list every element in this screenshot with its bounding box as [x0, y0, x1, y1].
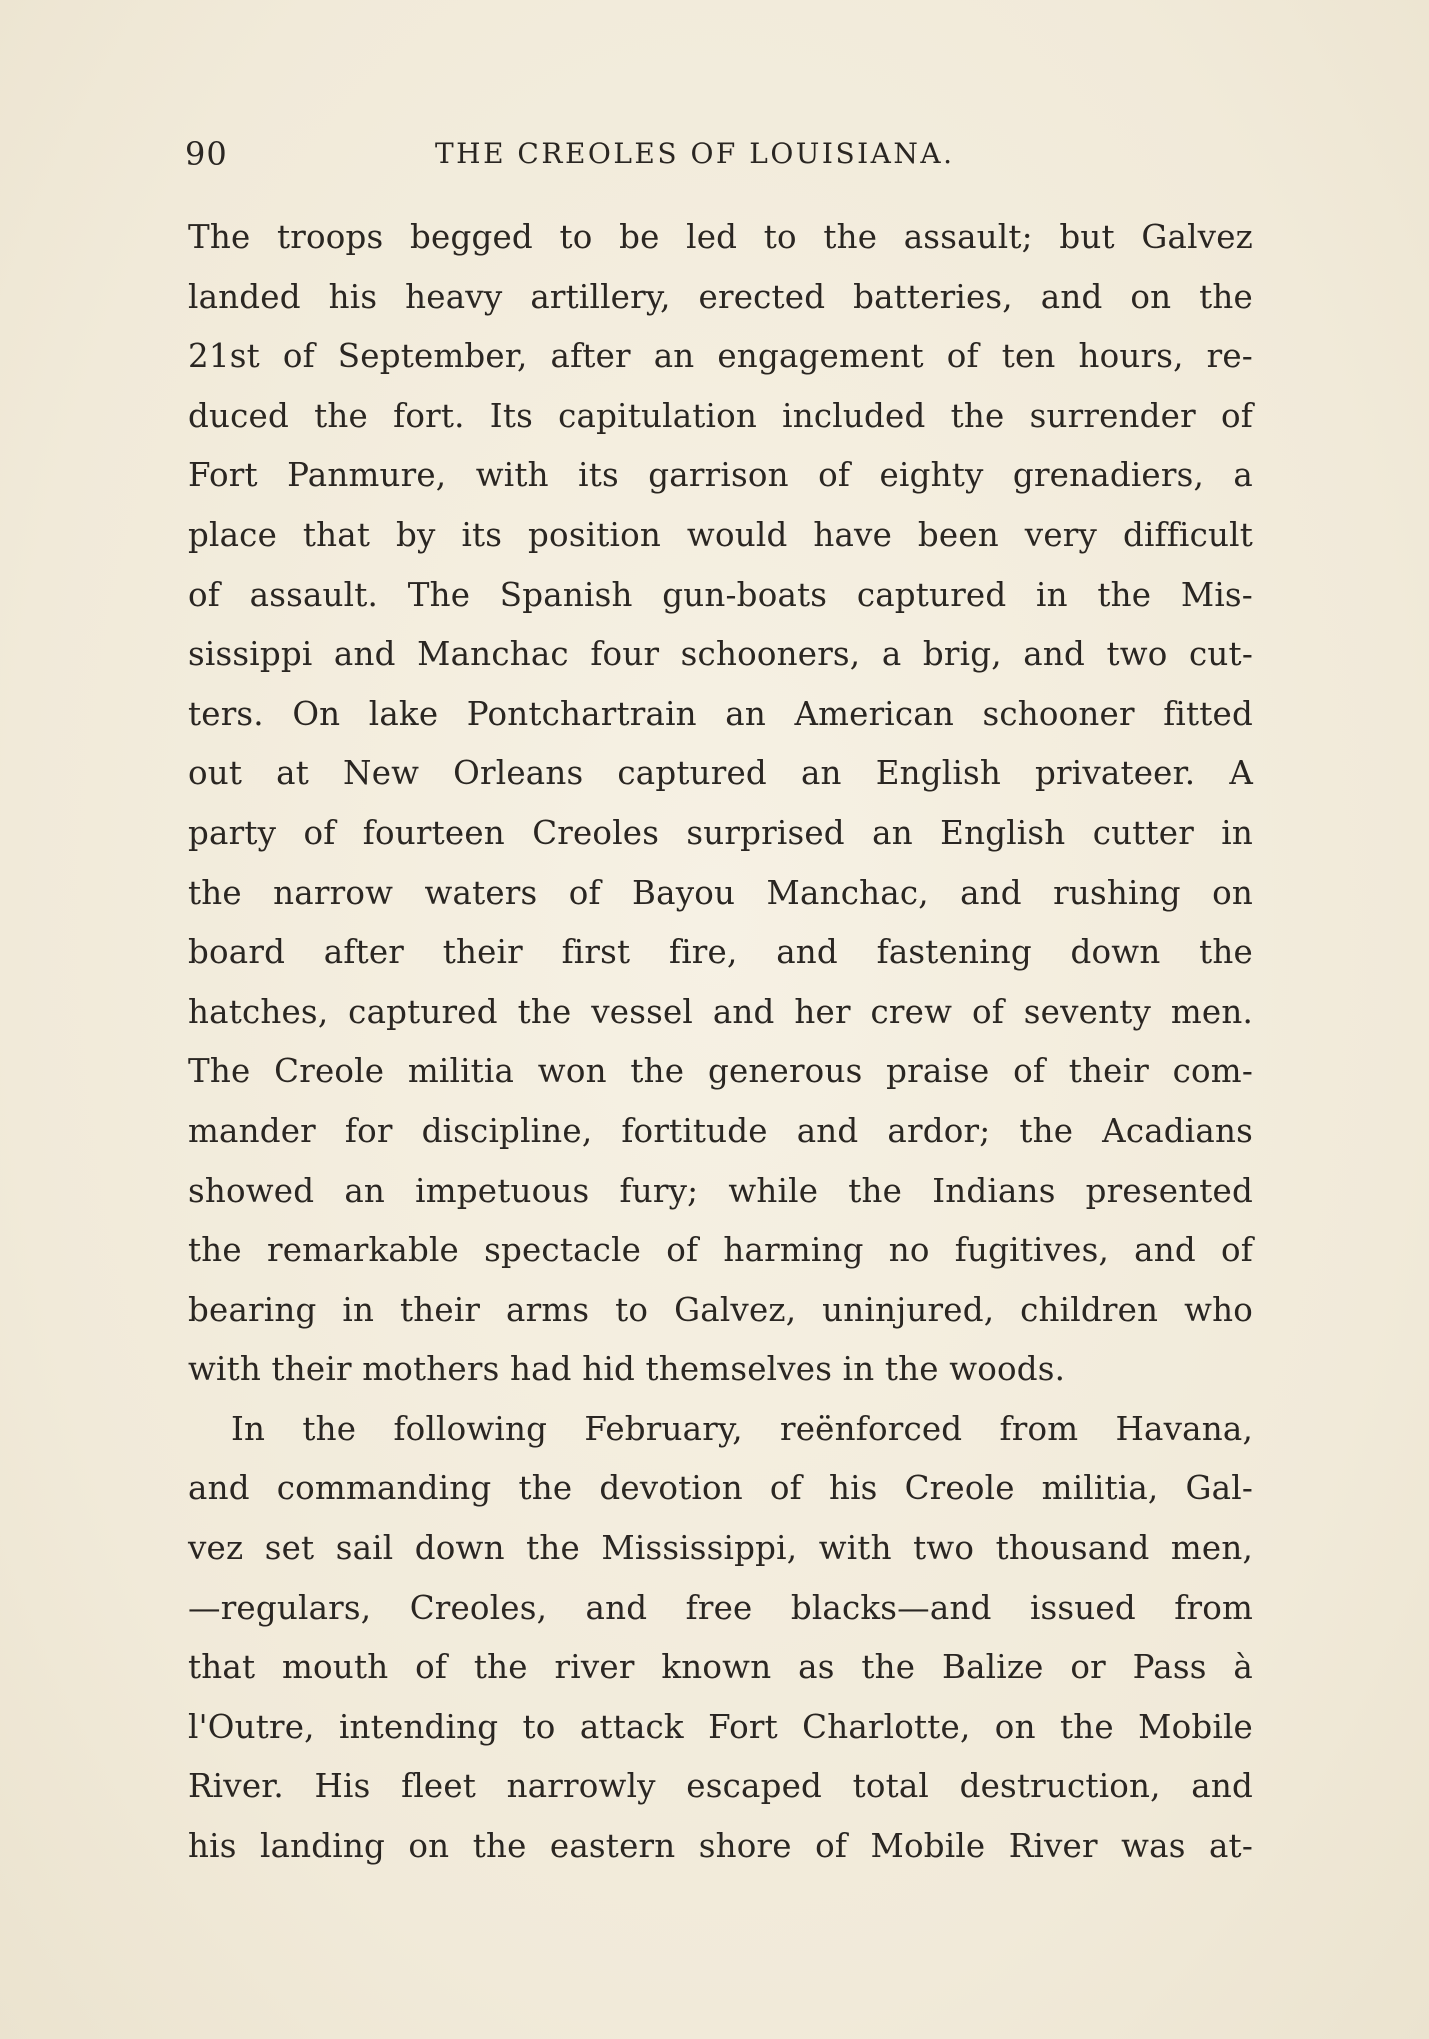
text-line: showed an impetuous fury; while the Indians presented	[188, 1171, 1253, 1210]
text-line: The troops begged to be led to the assault; but Galvez	[188, 218, 1253, 256]
body-text	[188, 208, 1253, 1877]
text-line: place that by its position would have been very difficult	[188, 515, 1253, 554]
running-head: THE CREOLES OF LOUISIANA.	[435, 137, 955, 170]
text-line: ters. On lake Pontchartrain an American schooner fitted	[188, 694, 1253, 733]
text-line: Fort Panmure, with its garrison of eighty grenadiers, a	[188, 456, 1253, 495]
page-number: 90	[185, 135, 228, 173]
text-line: hatches, captured the vessel and her crew of seventy men.	[188, 992, 1253, 1031]
text-line: duced the fort. Its capitulation included the surrender of	[188, 396, 1253, 435]
text-line: l'Outre, intending to attack Fort Charlotte, on the Mobile	[188, 1707, 1253, 1746]
text-line: mander for discipline, fortitude and ardor; the Acadians	[188, 1111, 1253, 1150]
text-line: his landing on the eastern shore of Mobile River was at-	[188, 1827, 1253, 1866]
text-line: party of fourteen Creoles surprised an English cutter in	[188, 813, 1253, 852]
text-line: sissippi and Manchac four schooners, a brig, and two cut-	[188, 635, 1253, 674]
text-line: board after their first fire, and fastening down the	[188, 933, 1253, 972]
text-line: In the following February, reënforced from Havana,	[231, 1409, 1253, 1448]
text-line: that mouth of the river known as the Balize or Pass à	[188, 1648, 1253, 1687]
text-line: vez set sail down the Mississippi, with two thousand men,	[188, 1529, 1253, 1568]
text-line: with their mothers had hid themselves in the woods.	[188, 1350, 1066, 1389]
text-line: landed his heavy artillery, erected batteries, and on the	[188, 277, 1253, 316]
text-line: 21st of September, after an engagement of ten hours, re-	[188, 337, 1253, 376]
text-line: the remarkable spectacle of harming no fugitives, and of	[188, 1231, 1253, 1270]
text-line: —regulars, Creoles, and free blacks—and issued from	[188, 1588, 1253, 1627]
text-line: out at New Orleans captured an English privateer. A	[188, 754, 1253, 793]
text-line: River. His fleet narrowly escaped total destruction, and	[188, 1767, 1253, 1806]
text-line: the narrow waters of Bayou Manchac, and rushing on	[188, 873, 1253, 912]
text-line: of assault. The Spanish gun-boats captured in the Mis-	[188, 575, 1253, 614]
text-line: and commanding the devotion of his Creole militia, Gal-	[188, 1469, 1253, 1508]
page-header	[185, 132, 1265, 176]
text-line: bearing in their arms to Galvez, uninjured, children who	[188, 1290, 1253, 1329]
text-line: The Creole militia won the generous praise of their com-	[188, 1052, 1253, 1091]
